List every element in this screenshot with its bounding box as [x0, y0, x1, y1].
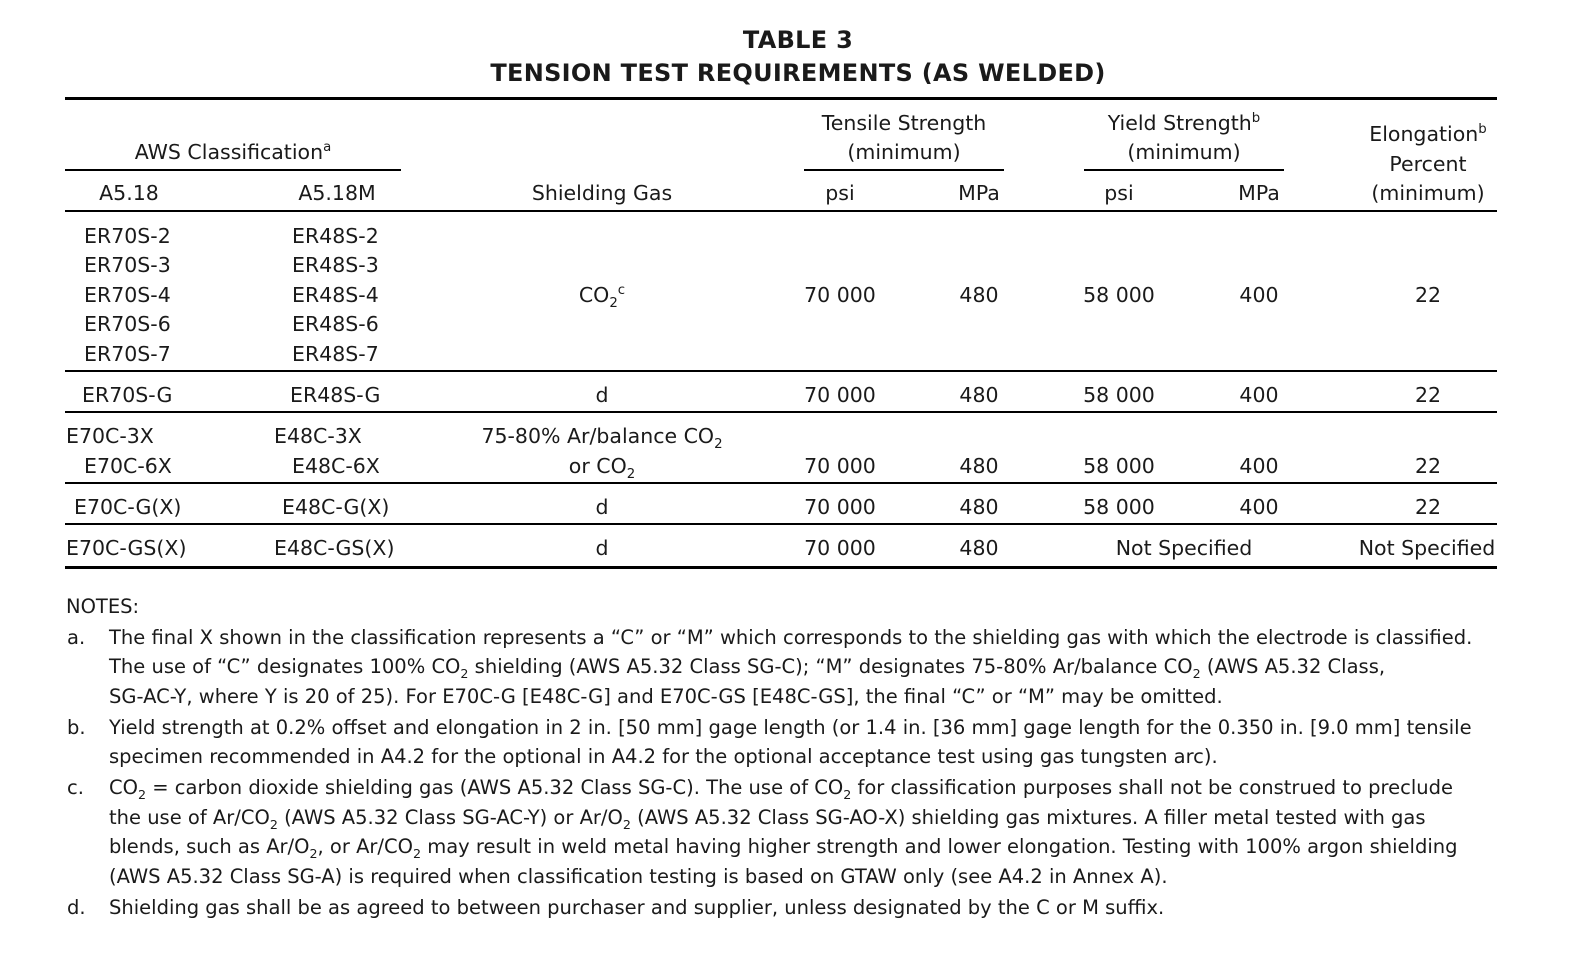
table-cell-gas: d — [595, 383, 609, 407]
table-cell-a518m: E48C-6X — [292, 454, 380, 478]
table-cell-a518: ER70S-6 — [84, 312, 171, 336]
header-yield-min: (minimum) — [1127, 140, 1241, 164]
table-cell-tensile-mpa: 480 — [959, 383, 999, 407]
table-cell-a518m: ER48S-6 — [292, 312, 379, 336]
table-cell-a518m: ER48S-G — [290, 383, 381, 407]
header-a518m: A5.18M — [298, 181, 376, 205]
bottom-rule — [65, 566, 1497, 569]
note-a-text: The final X shown in the classification represents a “C” or “M” which corresponds to the shielding gas with which the electrode is classified. — [109, 626, 1473, 649]
table-cell-yield-mpa: 400 — [1239, 454, 1279, 478]
table-cell-tensile-psi: 70 000 — [804, 454, 876, 478]
row-divider — [65, 411, 1497, 413]
table-cell-tensile-psi: 70 000 — [804, 536, 876, 560]
table-cell-a518m: ER48S-7 — [292, 342, 379, 366]
table-cell-yield-mpa: 400 — [1239, 383, 1279, 407]
header-elongation: Elongation$^b$ — [1369, 122, 1487, 146]
table-cell-tensile-mpa: 480 — [959, 536, 999, 560]
note-c-text: (AWS A5.32 Class SG-A) is required when classification testing is based on GTAW only (see A4.2 in Annex A). — [109, 865, 1168, 888]
yield-underline — [1084, 169, 1284, 171]
header-rule — [65, 210, 1497, 212]
table-cell-gas: d — [595, 536, 609, 560]
header-tensile-strength: Tensile Strength — [821, 111, 987, 135]
table-cell-gas: 75-80% Ar/balance $CO_2$ — [481, 424, 723, 453]
table-cell-gas: d — [595, 495, 609, 519]
table-cell-a518m: ER48S-2 — [292, 224, 379, 248]
table-cell-elongation: 22 — [1414, 383, 1442, 407]
note-c-label: c. — [67, 776, 84, 799]
row-divider — [65, 370, 1497, 372]
table-number: TABLE 3 — [742, 26, 854, 54]
row-divider — [65, 523, 1497, 525]
table-cell-tensile-mpa: 480 — [959, 454, 999, 478]
table-cell-elongation: 22 — [1414, 454, 1442, 478]
notes-heading: NOTES: — [66, 595, 140, 618]
table-cell-a518: ER70S-4 — [84, 283, 171, 307]
table-cell-a518m: E48C-GS(X) — [274, 536, 395, 560]
table-cell-a518: E70C-6X — [84, 454, 172, 478]
table-cell-yield-psi: 58 000 — [1083, 283, 1155, 307]
table-cell-a518: ER70S-3 — [84, 253, 171, 277]
table-cell-a518: E70C-3X — [66, 424, 154, 448]
table-cell-gas-alt: or $CO_2$ — [568, 454, 636, 483]
note-b-text: Yield strength at 0.2% offset and elongation in 2 in. [50 mm] gage length (or 1.4 in. [36 mm] gage length for the 0.350 in. [9.0 mm] tensile — [109, 716, 1472, 739]
tensile-underline — [804, 169, 1004, 171]
table-cell-gas: $CO_2^c$ — [578, 283, 626, 312]
header-shielding-gas: Shielding Gas — [531, 181, 673, 205]
header-aws-classification: AWS Classification$^a$ — [134, 140, 332, 164]
table-cell-a518m: E48C-G(X) — [282, 495, 390, 519]
table-cell-yield-psi: 58 000 — [1083, 383, 1155, 407]
header-elong-min: (minimum) — [1371, 181, 1485, 205]
table-cell-tensile-psi: 70 000 — [804, 283, 876, 307]
table-cell-a518: E70C-G(X) — [74, 495, 182, 519]
table-cell-tensile-psi: 70 000 — [804, 495, 876, 519]
top-rule — [65, 97, 1497, 100]
table-cell-yield-mpa: 400 — [1239, 283, 1279, 307]
table-cell-a518: ER70S-G — [82, 383, 173, 407]
table-cell-tensile-psi: 70 000 — [804, 383, 876, 407]
header-percent: Percent — [1389, 152, 1467, 176]
header-yield-mpa: MPa — [1238, 181, 1280, 205]
aws-underline — [65, 169, 401, 171]
note-c-text: the use of $Ar/CO_2$ (AWS A5.32 Class SG-AC-Y) or $Ar/O_2$ (AWS A5.32 Class SG-AO-X) shielding gas mixtures. A filler metal tested with gas — [109, 806, 1426, 832]
note-c-text: $CO_2$ = carbon dioxide shielding gas (AWS A5.32 Class SG-C). The use of $CO_2$ for classification purposes shall not be construed to preclude — [109, 776, 1453, 802]
note-a-text: The use of “C” designates 100% $CO_2$ shielding (AWS A5.32 Class SG-C); “M” designates 75-80% Ar/balance $CO_2$ (AWS A5.32 Class, — [109, 655, 1386, 681]
table-cell-yield-psi: 58 000 — [1083, 495, 1155, 519]
table-cell-tensile-mpa: 480 — [959, 283, 999, 307]
note-b-text: specimen recommended in A4.2 for the optional in A4.2 for the optional acceptance test using gas tungsten arc). — [109, 745, 1218, 768]
table-cell-tensile-mpa: 480 — [959, 495, 999, 519]
table-cell-a518: ER70S-7 — [84, 342, 171, 366]
table-cell-a518m: E48C-3X — [274, 424, 362, 448]
table-cell-elongation: Not Specified — [1358, 536, 1496, 560]
table-cell-a518m: ER48S-4 — [292, 283, 379, 307]
header-tensile-min: (minimum) — [847, 140, 961, 164]
header-yield-psi: psi — [1104, 181, 1134, 205]
table-cell-a518: ER70S-2 — [84, 224, 171, 248]
table-cell-elongation: 22 — [1414, 283, 1442, 307]
table-cell-yield: Not Specified — [1115, 536, 1253, 560]
row-divider — [65, 482, 1497, 484]
note-a-text: SG-AC-Y, where Y is 20 of 25). For E70C-G [E48C-G] and E70C-GS [E48C-GS], the final “C” or “M” may be omitted. — [109, 685, 1223, 708]
note-b-label: b. — [67, 716, 86, 739]
header-a518: A5.18 — [99, 181, 159, 205]
note-c-text: blends, such as $Ar/O_2$, or $Ar/CO_2$ may result in weld metal having higher strength and lower elongation. Testing with 100% argon shielding — [109, 835, 1458, 861]
header-yield-strength: Yield Strength$^b$ — [1107, 111, 1261, 135]
header-tensile-mpa: MPa — [958, 181, 1000, 205]
header-tensile-psi: psi — [825, 181, 855, 205]
table-cell-yield-mpa: 400 — [1239, 495, 1279, 519]
table-cell-yield-psi: 58 000 — [1083, 454, 1155, 478]
table-cell-a518m: ER48S-3 — [292, 253, 379, 277]
table-title: TENSION TEST REQUIREMENTS (AS WELDED) — [490, 59, 1106, 87]
note-d-label: d. — [67, 896, 86, 919]
note-d-text: Shielding gas shall be as agreed to between purchaser and supplier, unless designated by the C or M suffix. — [109, 896, 1165, 919]
table-cell-a518: E70C-GS(X) — [66, 536, 187, 560]
table-cell-elongation: 22 — [1414, 495, 1442, 519]
note-a-label: a. — [67, 626, 86, 649]
